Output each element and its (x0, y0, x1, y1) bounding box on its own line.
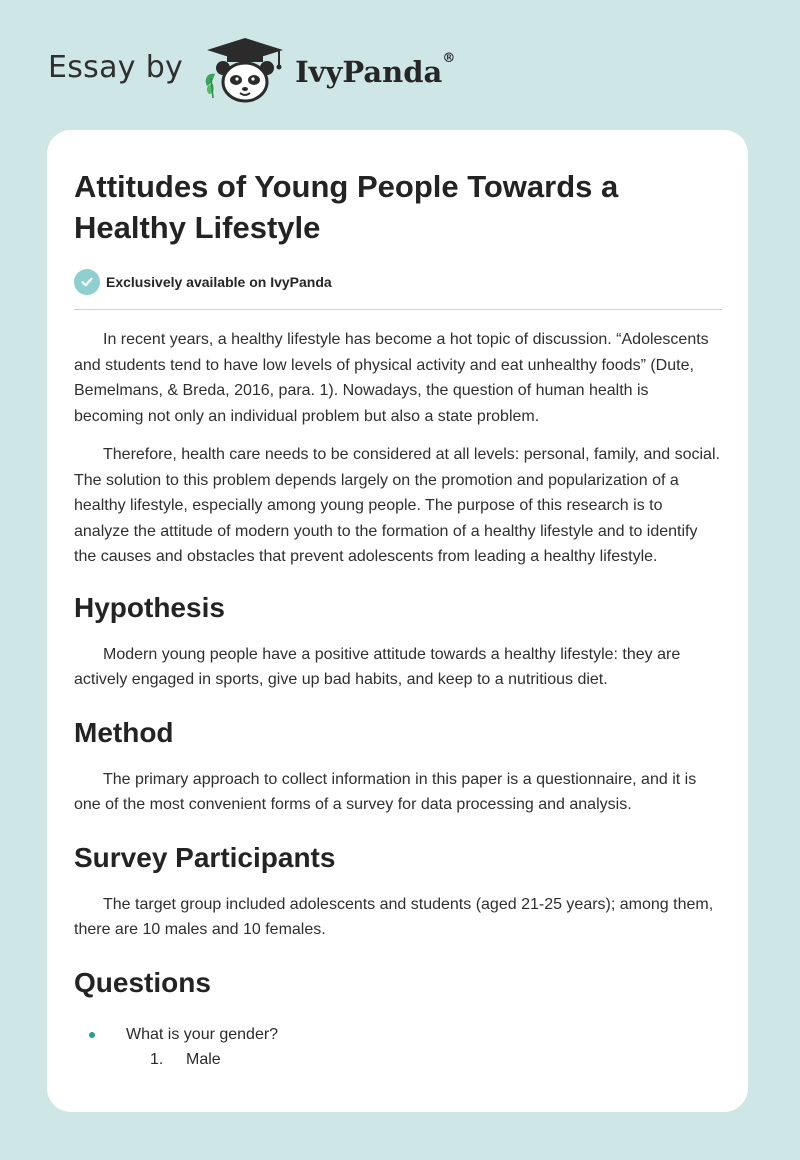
registered-mark: ® (442, 51, 456, 66)
method-paragraph: The primary approach to collect information in this paper is a questionnaire, and it is one of the most convenient forms of a survey for data processing and analysis. (74, 770, 697, 813)
essay-title: Attitudes of Young People Towards a Healthy Lifestyle (74, 169, 619, 245)
section-heading-hypothesis: Hypothesis (74, 591, 225, 623)
section-heading-questions: Questions (74, 966, 211, 998)
questions-list (74, 1022, 722, 1047)
bullet-icon (89, 1032, 95, 1038)
list-item (74, 1022, 722, 1047)
section-heading-survey-participants: Survey Participants (74, 841, 336, 873)
essay-card (47, 130, 748, 1112)
site-header (48, 34, 455, 106)
option-label: Male (186, 1050, 221, 1068)
participants-paragraph: The target group included adolescents and students (aged 21-25 years); among them, there are 10 males and 10 females. (74, 895, 714, 938)
brand-name[interactable] (295, 51, 456, 89)
exclusive-badge (74, 268, 722, 296)
intro-paragraph: Therefore, health care needs to be considered at all levels: personal, family, and social. The solution to this problem depends largely on the promotion and popularization of a healthy lifestyle, especially among young people. The purpose of this research is to analyze the attitude of modern youth to the formation of a healthy lifestyle and to identify the causes and obstacles that prevent adolescents from leading a healthy lifestyle. (74, 446, 720, 565)
option-number: 1. (150, 1050, 164, 1068)
essay-by-label: Essay by (48, 49, 184, 85)
intro-paragraph: In recent years, a healthy lifestyle has become a hot topic of discussion. “Adolescents and students tend to have low levels of physical activity and eat unhealthy foods” (Dute, Bemelmans, & Breda, 2016, para. 1). Nowadays, the question of human health is becoming not only an individual problem but also a state problem. (74, 331, 709, 425)
question-text: What is your gender? (126, 1025, 279, 1043)
hypothesis-paragraph: Modern young people have a positive attitude towards a healthy lifestyle: they are actively engaged in sports, give up bad habits, and keep to a nutritious diet. (74, 645, 681, 688)
exclusive-badge-text: Exclusively available on IvyPanda (106, 274, 332, 290)
brand-text: IvyPanda (295, 55, 443, 89)
section-heading-method: Method (74, 716, 174, 748)
panda-graduate-logo-icon[interactable] (199, 34, 291, 106)
answer-option (74, 1047, 722, 1072)
divider (74, 309, 722, 310)
check-icon (74, 269, 100, 295)
